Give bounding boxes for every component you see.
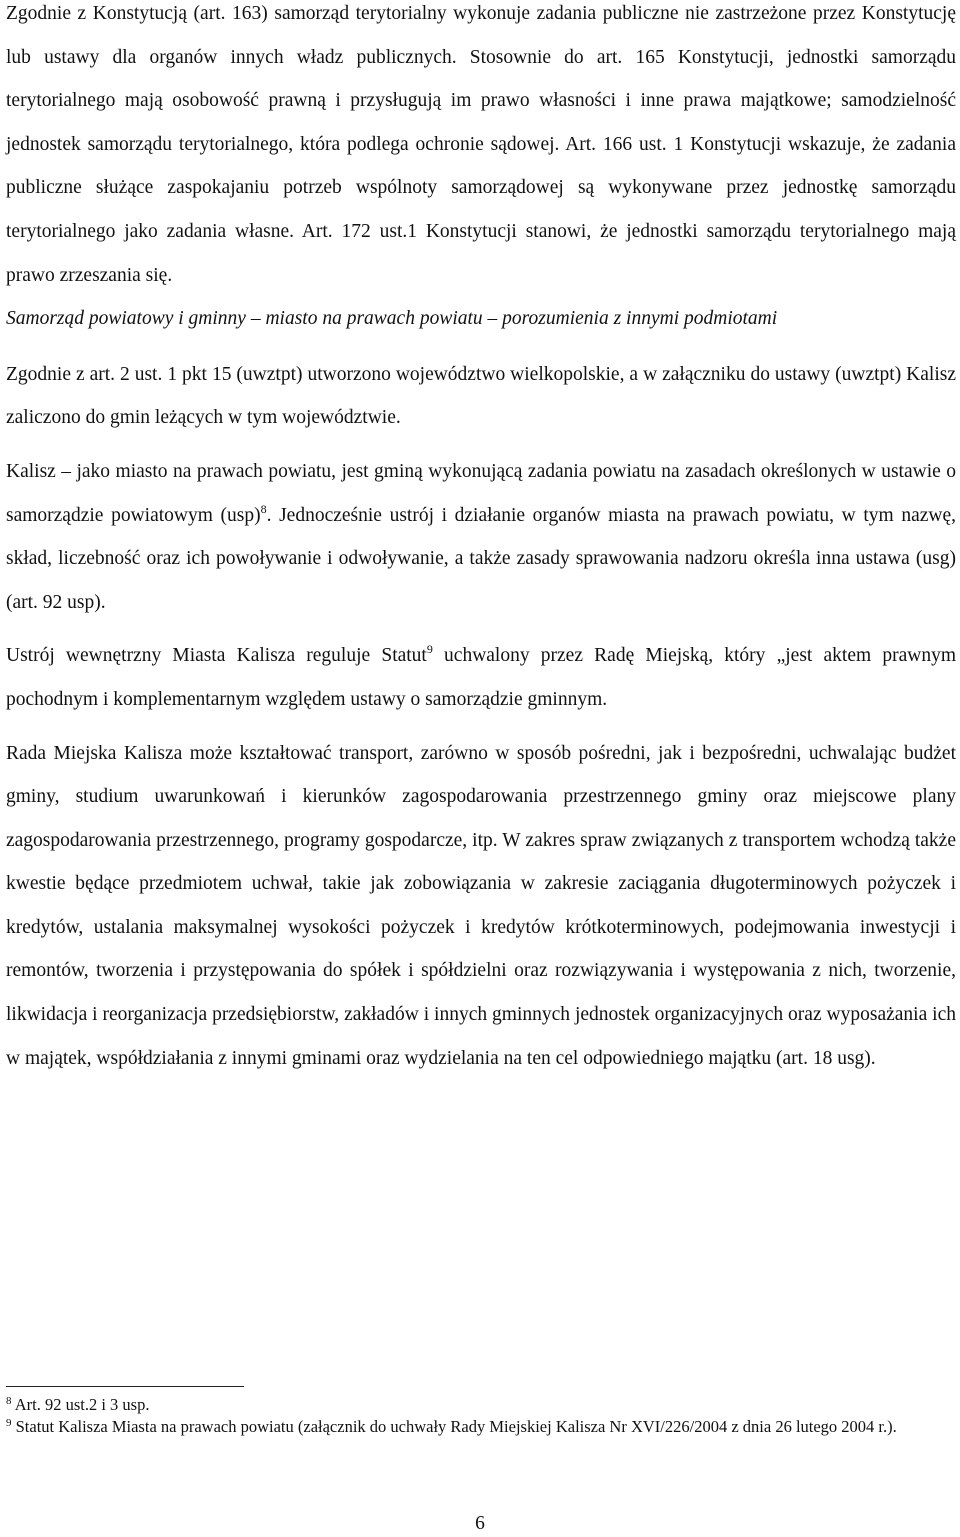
footnotes xyxy=(6,1394,956,1438)
paragraph-wielkopolskie: Zgodnie z art. 2 ust. 1 pkt 15 (uwztpt) utworzono województwo wielkopolskie, a w załączniku do ustawy (uwztpt) Kalisz zaliczono do gmin leżących w tym województwie. xyxy=(6,363,956,429)
footnote-mark-8: 8 xyxy=(6,1395,12,1407)
footnote-ref-9: 9 xyxy=(426,642,433,657)
paragraph-rada-miejska: Rada Miejska Kalisza może kształtować transport, zarówno w sposób pośredni, jak i bezpośredni, uchwalając budżet gminy, studium uwarunkowań i kierunków zagospodarowania przestrzennego gminy oraz miejscowe plany zagospodarowania przestrzennego, programy gospodarcze, itp. W zakres spraw związanych z transportem wchodzą także kwestie będące przedmiotem uchwał, takie jak zobowiązania w zakresie zaciągania długoterminowych pożyczek i kredytów, ustalania maksymalnej wysokości pożyczek i kredytów krótkoterminowych, podejmowania inwestycji i remontów, tworzenia i przystępowania do spółek i spółdzielni oraz rozwiązywania i występowania z nich, tworzenie, likwidacja i reorganizacja przedsiębiorstw, zakładów i innych gminnych jednostek organizacyjnych oraz wyposażania ich w majątek, współdziałania z innymi gminami oraz wydzielania na ten cel odpowiedniego majątku (art. 18 usg). xyxy=(6,742,956,1069)
paragraph-statut xyxy=(6,634,956,721)
paragraph-statut-text-b: uchwalony przez Radę Miejską, który „jest aktem prawnym pochodnym i komplementarnym względem ustawy o samorządzie gminnym. xyxy=(6,645,956,710)
page-number: 6 xyxy=(475,1513,485,1534)
footnote-ref-8: 8 xyxy=(260,501,267,516)
footnote-separator xyxy=(6,1386,244,1387)
footnote-text-9: Statut Kalisza Miasta na prawach powiatu (załącznik do uchwały Rady Miejskiej Kalisza Nr XVI/226/2004 z dnia 26 lutego 2004 r.). xyxy=(11,1417,897,1436)
paragraph-kalisz-powiat-text-b: . Jednocześnie ustrój i działanie organów miasta na prawach powiatu, w tym nazwę, skład, liczebność oraz ich powoływanie i odwoływanie, a także zasady sprawowania nadzoru określa inna ustawa (usg) (art. 92 usp). xyxy=(6,504,957,613)
paragraph-constitution: Zgodnie z Konstytucją (art. 163) samorząd terytorialny wykonuje zadania publiczne nie zastrzeżone przez Konstytucję lub ustawy dla organów innych władz publicznych. Stosownie do art. 165 Konstytucji, jednostki samorządu terytorialnego mają osobowość prawną i przysługują im prawo własności i inne prawa majątkowe; samodzielność jednostek samorządu terytorialnego, która podlega ochronie sądowej. Art. 166 ust. 1 Konstytucji wskazuje, że zadania publiczne służące zaspokajaniu potrzeb wspólnoty samorządowej są wykonywane przez jednostkę samorządu terytorialnego jako zadania własne. Art. 172 ust.1 Konstytucji stanowi, że jednostki samorządu terytorialnego mają prawo zrzeszania się. xyxy=(6,3,956,286)
footnote-9 xyxy=(6,1416,956,1438)
document-page xyxy=(6,0,956,1080)
paragraph-kalisz-powiat xyxy=(6,450,956,624)
footnote-text-8: Art. 92 ust.2 i 3 usp. xyxy=(11,1395,150,1414)
paragraph-kalisz-powiat-text-a: Kalisz – jako miasto na prawach powiatu, jest gminą wykonującą zadania powiatu na zasadach określonych w ustawie o samorządzie powiatowym (usp) xyxy=(6,460,956,526)
section-heading: Samorząd powiatowy i gminny – miasto na prawach powiatu – porozumienia z innymi podmiotami xyxy=(6,308,778,330)
footnote-mark-9: 9 xyxy=(6,1417,12,1429)
footnote-8 xyxy=(6,1394,956,1416)
paragraph-statut-text-a: Ustrój wewnętrzny Miasta Kalisza reguluje Statut xyxy=(6,645,427,667)
